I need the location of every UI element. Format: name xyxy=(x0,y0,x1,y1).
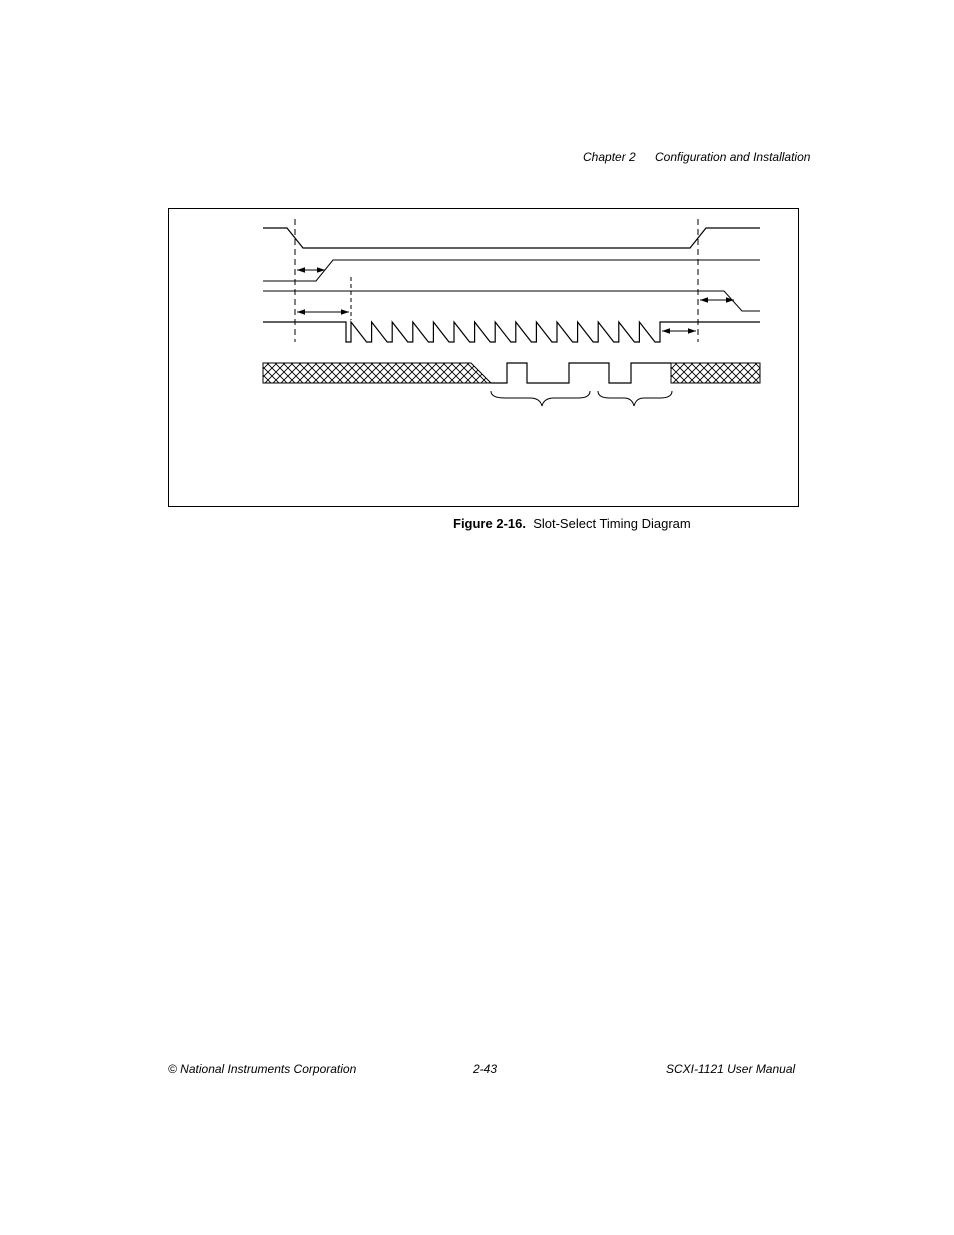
brace-right xyxy=(598,391,672,406)
signal-serial-data xyxy=(491,363,671,383)
header-section: Configuration and Installation xyxy=(655,150,811,164)
figure-title: Slot-Select Timing Diagram xyxy=(533,516,691,531)
footer-copyright: © National Instruments Corporation xyxy=(168,1062,357,1076)
signal-2 xyxy=(263,260,760,281)
figure-number: Figure 2-16. xyxy=(453,516,526,531)
signal-slot-select xyxy=(263,228,760,248)
figure-caption xyxy=(453,516,691,531)
header-chapter: Chapter 2 xyxy=(583,150,636,164)
signal-clock xyxy=(263,322,760,342)
brace-left xyxy=(491,391,590,406)
data-dont-care-right xyxy=(671,363,760,383)
signal-3 xyxy=(263,291,760,311)
footer-manual-title: SCXI-1121 User Manual xyxy=(666,1062,796,1076)
data-dont-care-left xyxy=(263,363,491,383)
footer-page-number: 2-43 xyxy=(473,1062,498,1076)
